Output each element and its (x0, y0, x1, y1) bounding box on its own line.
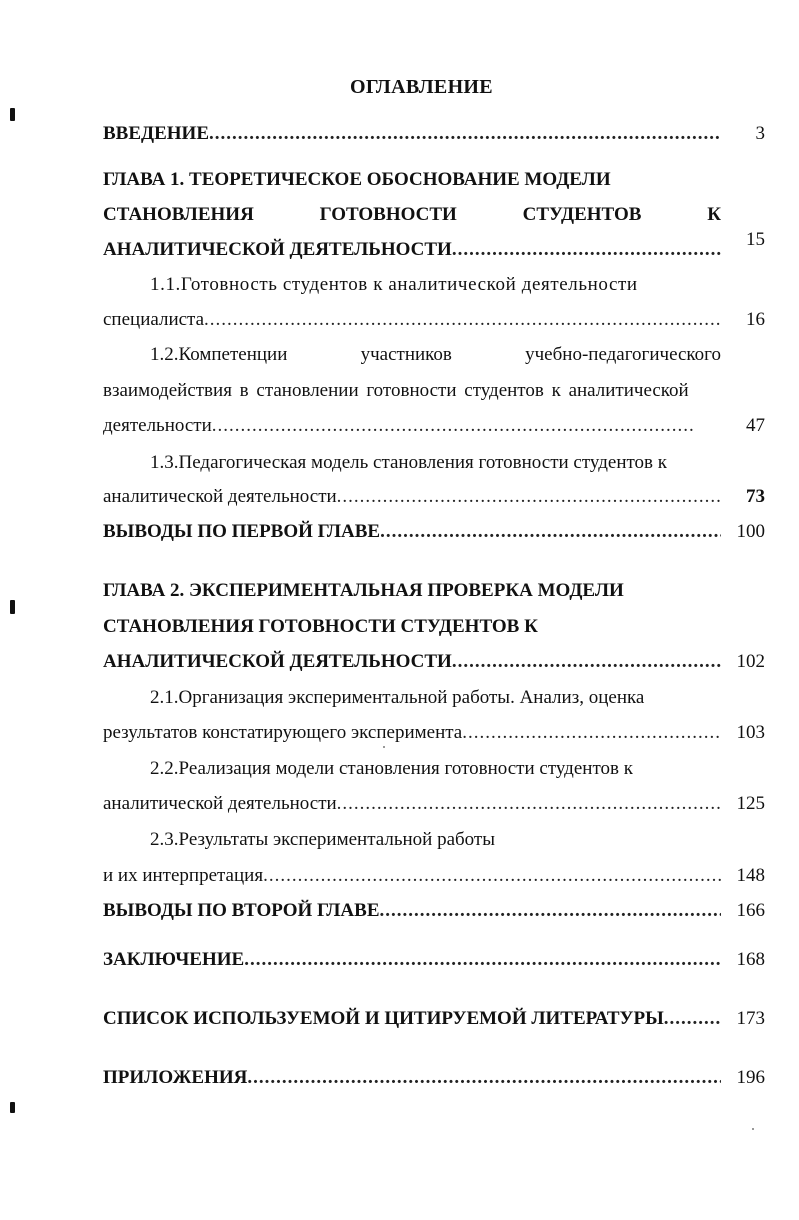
page-number: 100 (736, 521, 765, 542)
chapter1-conclusion[interactable] (103, 520, 721, 544)
toc-entry-label: ВВЕДЕНИЕ (103, 123, 209, 144)
toc-entry-label: аналитической деятельности (103, 486, 337, 507)
toc-entry-label: деятельности (103, 415, 212, 436)
toc-entry-label: СПИСОК ИСПОЛЬЗУЕМОЙ И ЦИТИРУЕМОЙ ЛИТЕРАТУРЫ (103, 1008, 664, 1029)
leader-dots (204, 308, 721, 332)
page-number: 168 (736, 949, 765, 970)
chapter2-conclusion[interactable] (103, 899, 721, 923)
leader-dots (247, 1066, 721, 1090)
word: 1.2.Компетенции (150, 344, 288, 365)
leader-dots (462, 721, 721, 745)
toc-entry-appendices[interactable] (103, 1066, 721, 1090)
section-2-2-line2[interactable] (103, 792, 721, 816)
leader-dots (380, 899, 722, 923)
toc-entry-introduction[interactable] (103, 122, 721, 146)
toc-entry-label: ВЫВОДЫ ПО ВТОРОЙ ГЛАВЕ (103, 900, 380, 921)
toc-entry-label: результатов констатирующего эксперимента (103, 722, 463, 743)
page-number: 125 (736, 793, 765, 814)
toc-entry-references[interactable] (103, 1007, 721, 1031)
section-2-1-line2[interactable] (103, 721, 721, 745)
section-1-2-line1[interactable] (150, 343, 721, 367)
chapter1-heading-line3[interactable] (103, 238, 721, 262)
leader-dots (452, 650, 721, 674)
scan-speck (383, 746, 385, 748)
leader-dots (452, 238, 721, 262)
section-1-3-line2[interactable] (103, 485, 721, 509)
chapter2-heading-line2[interactable]: СТАНОВЛЕНИЯ ГОТОВНОСТИ СТУДЕНТОВ К (103, 616, 538, 637)
chapter1-heading-line2[interactable] (103, 203, 721, 227)
word: учебно-педагогического (525, 344, 721, 365)
page-number: 3 (755, 123, 765, 144)
scan-speck (752, 1128, 754, 1130)
page-number: 102 (736, 651, 765, 672)
word: участников (360, 344, 452, 365)
section-2-2-line1[interactable]: 2.2.Реализация модели становления готовности студентов к (150, 758, 633, 779)
page-number: 173 (736, 1008, 765, 1029)
page-number: 166 (736, 900, 765, 921)
toc-entry-label: ПРИЛОЖЕНИЯ (103, 1067, 248, 1088)
toc-entry-label: АНАЛИТИЧЕСКОЙ ДЕЯТЕЛЬНОСТИ (103, 651, 452, 672)
word: К (707, 204, 721, 225)
section-2-3-line1[interactable]: 2.3.Результаты экспериментальной работы (150, 829, 495, 850)
toc-entry-label: специалиста (103, 309, 205, 330)
toc-entry-label: аналитической деятельности (103, 793, 337, 814)
section-1-2-line3[interactable] (103, 414, 693, 438)
section-1-3-line1[interactable]: 1.3.Педагогическая модель становления готовности студентов к (150, 452, 667, 473)
leader-dots (380, 520, 721, 544)
section-2-3-line2[interactable] (103, 864, 721, 888)
binder-mark (10, 108, 15, 121)
binder-mark (10, 1102, 15, 1113)
chapter1-heading-line1[interactable]: ГЛАВА 1. ТЕОРЕТИЧЕСКОЕ ОБОСНОВАНИЕ МОДЕЛИ (103, 169, 611, 190)
toc-entry-label: ЗАКЛЮЧЕНИЕ (103, 949, 245, 970)
section-1-1-line2[interactable] (103, 308, 721, 332)
leader-dots (244, 948, 721, 972)
toc-entry-conclusion[interactable] (103, 948, 721, 972)
page-title: ОГЛАВЛЕНИЕ (350, 76, 493, 98)
page-number: 73 (746, 486, 765, 507)
leader-dots (212, 414, 693, 438)
page-number: 15 (746, 229, 765, 250)
leader-dots (209, 122, 721, 146)
page-number: 148 (736, 865, 765, 886)
toc-entry-label: и их интерпретация (103, 865, 264, 886)
section-2-1-line1[interactable]: 2.1.Организация экспериментальной работы. Анализ, оценка (150, 687, 645, 708)
page-number: 103 (736, 722, 765, 743)
toc-entry-label: ВЫВОДЫ ПО ПЕРВОЙ ГЛАВЕ (103, 521, 381, 542)
leader-dots (337, 792, 721, 816)
chapter2-heading-line1[interactable]: ГЛАВА 2. ЭКСПЕРИМЕНТАЛЬНАЯ ПРОВЕРКА МОДЕЛИ (103, 580, 624, 601)
word: СТУДЕНТОВ (522, 204, 642, 225)
section-1-2-line2[interactable]: взаимодействия в становлении готовности студентов к аналитической (103, 380, 689, 401)
leader-dots (337, 485, 721, 509)
chapter2-heading-line3[interactable] (103, 650, 721, 674)
word: ГОТОВНОСТИ (319, 204, 457, 225)
word: СТАНОВЛЕНИЯ (103, 204, 254, 225)
binder-mark (10, 600, 15, 614)
page-number: 196 (736, 1067, 765, 1088)
leader-dots (263, 864, 721, 888)
page-number: 16 (746, 309, 765, 330)
toc-entry-label: АНАЛИТИЧЕСКОЙ ДЕЯТЕЛЬНОСТИ (103, 239, 452, 260)
page-number: 47 (746, 415, 765, 436)
section-1-1-line1[interactable]: 1.1.Готовность студентов к аналитической деятельности (150, 274, 638, 295)
